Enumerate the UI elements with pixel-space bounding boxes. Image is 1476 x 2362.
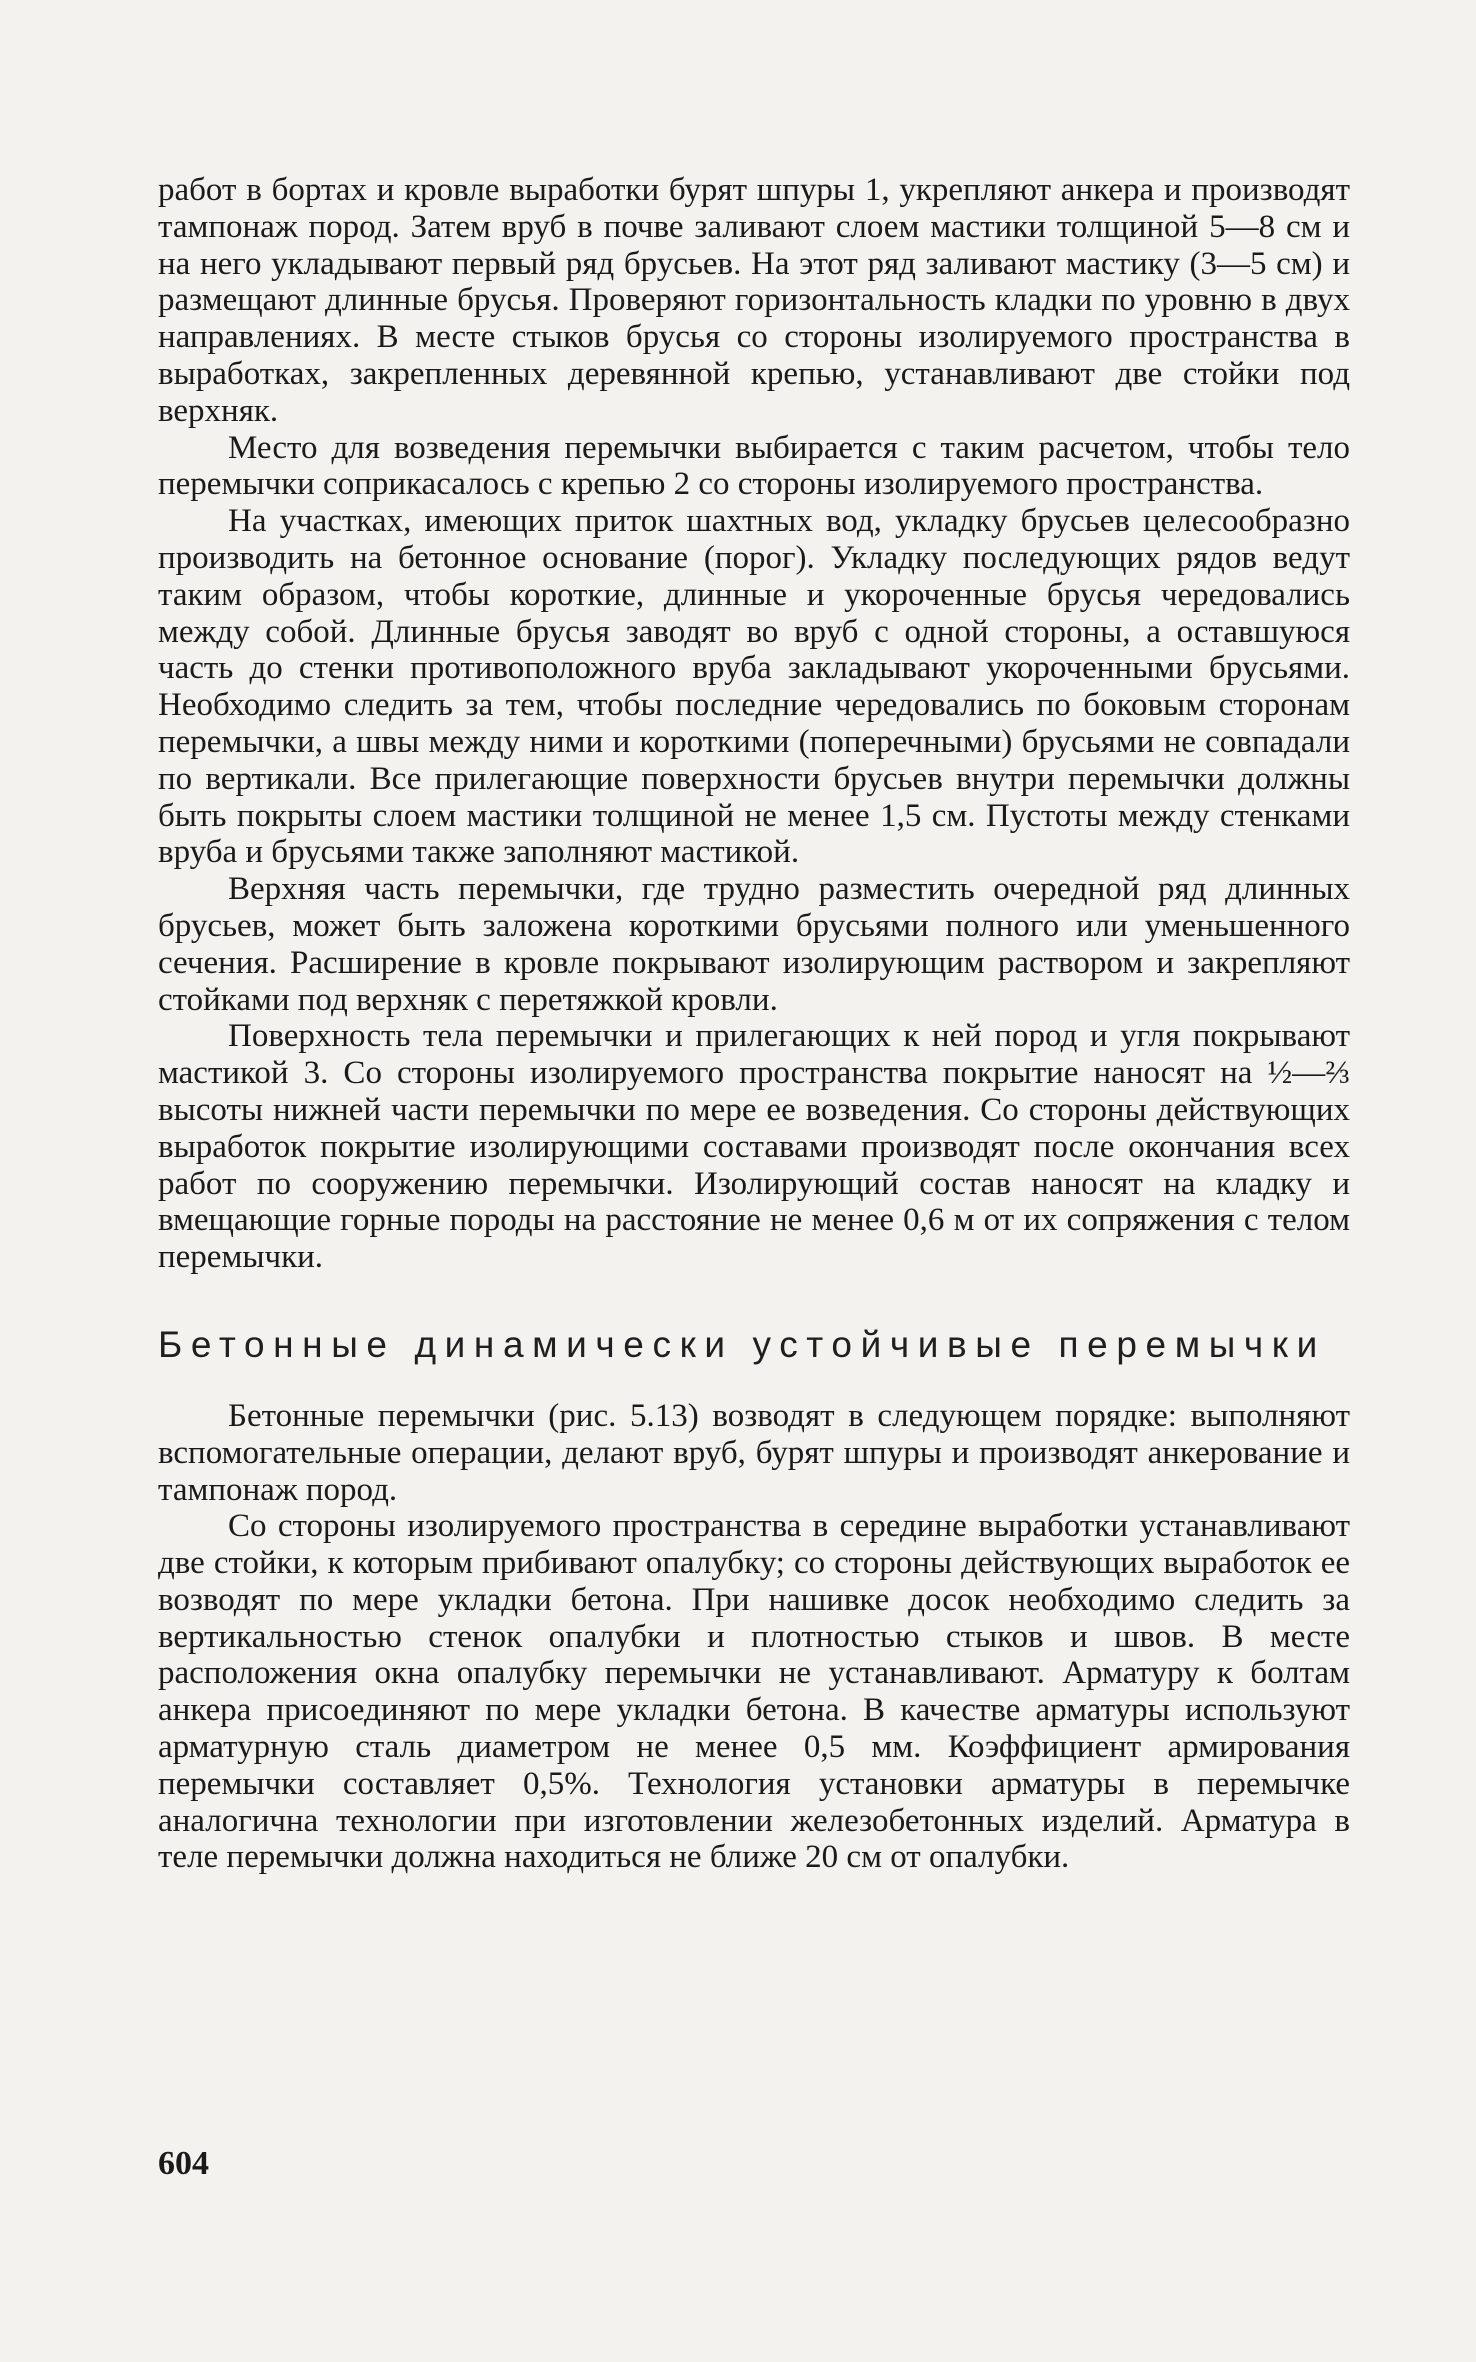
- section-heading: Бетонные динамически устойчивые перемычки: [158, 1323, 1326, 1365]
- paragraph: Верхняя часть перемычки, где трудно разместить очередной ряд длинных брусьев, может быть заложена короткими брусьями полного или уменьшенного сечения. Расширение в кровле покрывают изолирующим раствором и закрепляют стойками под верхняк с перетяжкой кровли.: [158, 871, 1350, 1018]
- paragraph: Место для возведения перемычки выбирается с таким расчетом, чтобы тело перемычки соприкасалось с крепью 2 со стороны изолируемого пространства.: [158, 429, 1350, 503]
- page-body: [158, 172, 1350, 1876]
- paragraph: Со стороны изолируемого пространства в середине выработки устанавливают две стойки, к которым прибивают опалубку; со стороны действующих выработок ее возводят по мере укладки бетона. При нашивке досок необходимо следить за вертикальностью стенок опалубки и плотностью стыков и швов. В месте расположения окна опалубку перемычки не устанавливают. Арматуру к болтам анкера присоединяют по мере укладки бетона. В качестве арматуры используют арматурную сталь диаметром не менее 0,5 мм. Коэффициент армирования перемычки составляет 0,5%. Технология установки арматуры в перемычке аналогична технологии при изготовлении железобетонных изделий. Арматура в теле перемычки должна находиться не ближе 20 см от опалубки.: [158, 1508, 1350, 1876]
- paragraph: Поверхность тела перемычки и прилегающих к ней пород и угля покрывают мастикой 3. Со стороны изолируемого пространства покрытие наносят на ½—⅔ высоты нижней части перемычки по мере ее возведения. Со стороны действующих выработок покрытие изолирующими составами производят после окончания всех работ по сооружению перемычки. Изолирующий состав наносят на кладку и вмещающие горные породы на расстояние не менее 0,6 м от их сопряжения с телом перемычки.: [158, 1018, 1350, 1276]
- page-number: 604: [158, 2145, 209, 2182]
- paragraph: На участках, имеющих приток шахтных вод, укладку брусьев целесообразно производить на бетонное основание (порог). Укладку последующих рядов ведут таким образом, чтобы короткие, длинные и укороченные брусья чередовались между собой. Длинные брусья заводят во вруб с одной стороны, а оставшуюся часть до стенки противоположного вруба закладывают укороченными брусьями. Необходимо следить за тем, чтобы последние чередовались по боковым сторонам перемычки, а швы между ними и короткими (поперечными) брусьями не совпадали по вертикали. Все прилегающие поверхности брусьев внутри перемычки должны быть покрыты слоем мастики толщиной не менее 1,5 см. Пустоты между стенками вруба и брусьями также заполняют мастикой.: [158, 503, 1350, 871]
- paragraph: работ в бортах и кровле выработки бурят шпуры 1, укрепляют анкера и производят тампонаж пород. Затем вруб в почве заливают слоем мастики толщиной 5—8 см и на него укладывают первый ряд брусьев. На этот ряд заливают мастику (3—5 см) и размещают длинные брусья. Проверяют горизонтальность кладки по уровню в двух направлениях. В месте стыков брусья со стороны изолируемого пространства в выработках, закрепленных деревянной крепью, устанавливают две стойки под верхняк.: [158, 172, 1350, 429]
- paragraph: Бетонные перемычки (рис. 5.13) возводят в следующем порядке: выполняют вспомогательные операции, делают вруб, бурят шпуры и производят анкерование и тампонаж пород.: [158, 1397, 1350, 1508]
